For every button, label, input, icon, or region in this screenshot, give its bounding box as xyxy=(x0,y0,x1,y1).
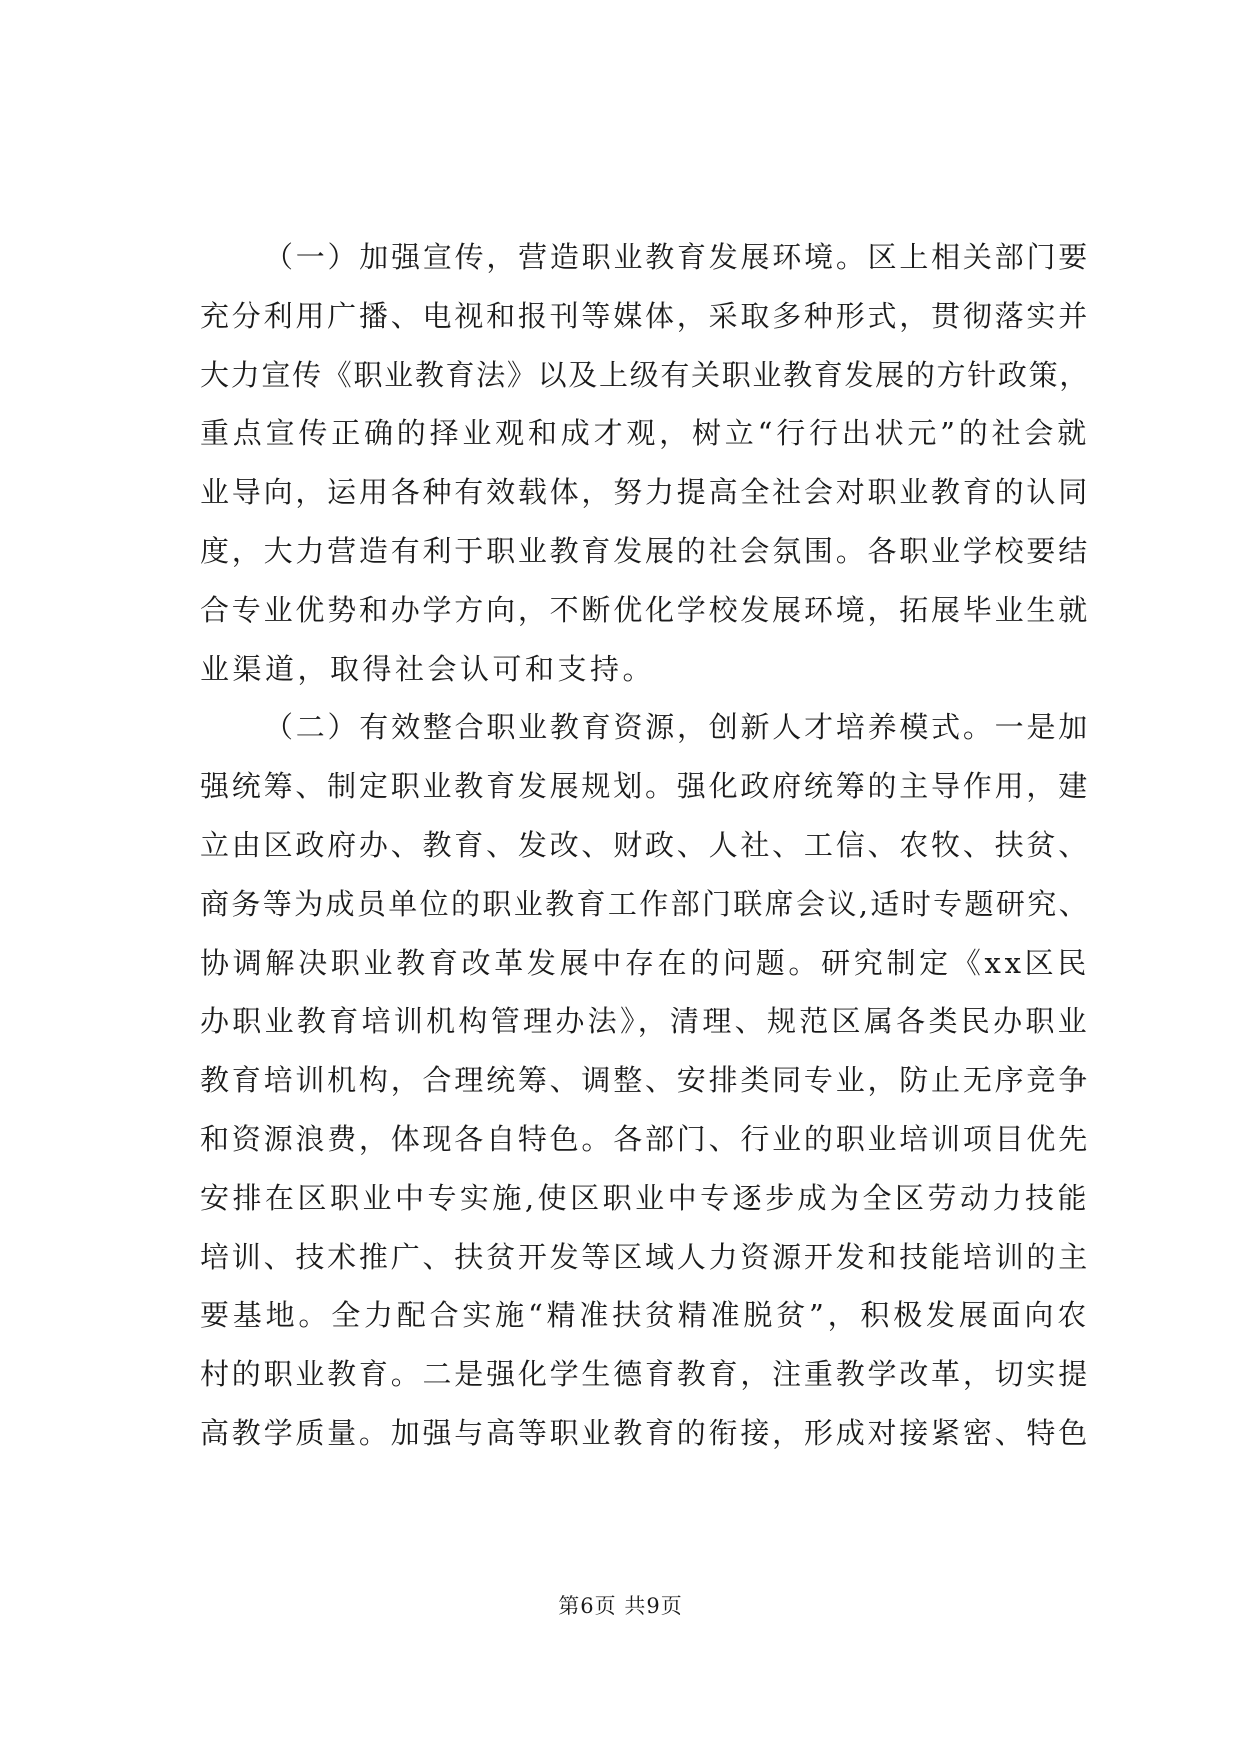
text-line: 合专业优势和办学方向，不断优化学校发展环境，拓展毕业生就 xyxy=(200,592,1090,627)
page-footer: 第6页 共9页 xyxy=(558,1594,683,1618)
text-line: 协调解决职业教育改革发展中存在的问题。研究制定《xx区民 xyxy=(200,945,1090,980)
text-line: 重点宣传正确的择业观和成才观，树立“行行出状元”的社会就 xyxy=(200,416,1090,451)
text-line: 教育培训机构，合理统筹、调整、安排类同专业，防止无序竞争 xyxy=(200,1063,1090,1098)
text-line: 高教学质量。加强与高等职业教育的衔接，形成对接紧密、特色 xyxy=(200,1415,1090,1450)
text-line: 和资源浪费，体现各自特色。各部门、行业的职业培训项目优先 xyxy=(200,1121,1090,1156)
text-line: 安排在区职业中专实施,使区职业中专逐步成为全区劳动力技能 xyxy=(200,1180,1090,1215)
text-line: 业导向，运用各种有效载体，努力提高全社会对职业教育的认同 xyxy=(200,475,1090,510)
text-line: 充分利用广播、电视和报刊等媒体，采取多种形式，贯彻落实并 xyxy=(200,298,1090,333)
text-line: 度，大力营造有利于职业教育发展的社会氛围。各职业学校要结 xyxy=(200,533,1090,568)
document-body xyxy=(200,228,1090,1463)
text-line: 大力宣传《职业教育法》以及上级有关职业教育发展的方针政策， xyxy=(200,357,1090,392)
text-line: 商务等为成员单位的职业教育工作部门联席会议,适时专题研究、 xyxy=(200,886,1090,921)
text-line: 业渠道，取得社会认可和支持。 xyxy=(200,651,656,686)
text-line: 立由区政府办、教育、发改、财政、人社、工信、农牧、扶贫、 xyxy=(200,827,1090,862)
text-line: 村的职业教育。二是强化学生德育教育，注重教学改革，切实提 xyxy=(200,1357,1090,1392)
text-line: （一）加强宣传，营造职业教育发展环境。区上相关部门要 xyxy=(264,240,1090,274)
text-line: 办职业教育培训机构管理办法》，清理、规范区属各类民办职业 xyxy=(200,1004,1090,1039)
text-line: 培训、技术推广、扶贫开发等区域人力资源开发和技能培训的主 xyxy=(200,1239,1090,1274)
text-line: 要基地。全力配合实施“精准扶贫精准脱贫”，积极发展面向农 xyxy=(200,1298,1090,1333)
text-line: 强统筹、制定职业教育发展规划。强化政府统筹的主导作用，建 xyxy=(200,769,1090,804)
text-line: （二）有效整合职业教育资源，创新人才培养模式。一是加 xyxy=(264,710,1090,745)
